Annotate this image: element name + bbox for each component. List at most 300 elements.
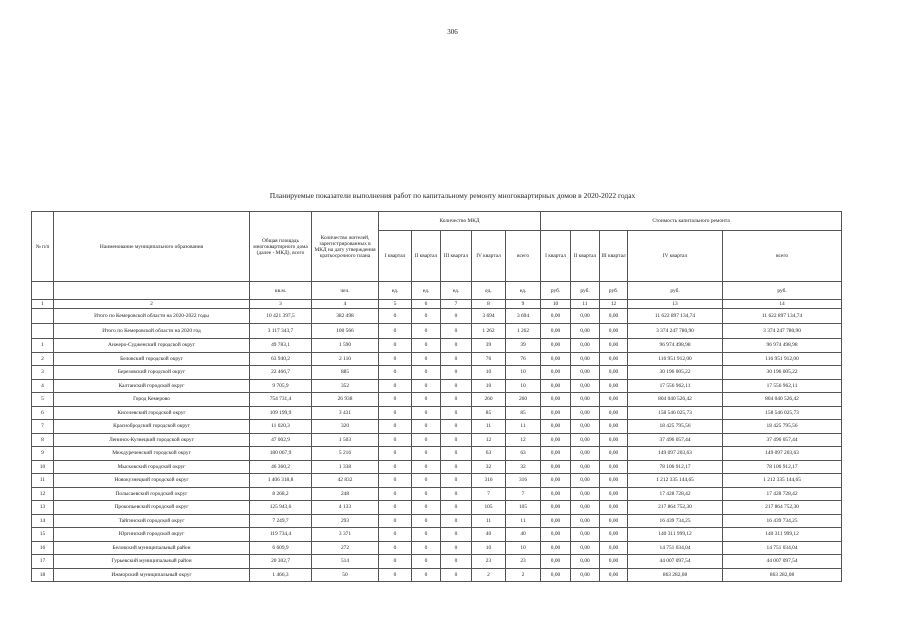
value-cell: 85 (506, 406, 541, 420)
value-cell: 7 249,7 (250, 514, 312, 528)
col-group-repair-cost: Стоимость капитального ремонта (541, 212, 842, 231)
value-cell: 0,00 (600, 555, 628, 569)
value-cell: 22 466,7 (250, 366, 312, 380)
value-cell: 5 216 (312, 447, 379, 461)
table-row (32, 541, 842, 555)
value-cell: 11 (506, 420, 541, 434)
unit-cell: ед. (441, 282, 472, 300)
value-cell: 0,00 (571, 460, 600, 474)
value-cell: 119 734,4 (250, 528, 312, 542)
value-cell: 17 428 728,42 (628, 487, 723, 501)
col-header-mkd-q4: IV квартал (472, 231, 506, 282)
value-cell: 96 974 498,98 (628, 339, 723, 353)
value-cell: 0,00 (571, 487, 600, 501)
value-cell: 0,00 (541, 541, 571, 555)
row-number: 15 (32, 528, 54, 542)
value-cell: 10 (506, 541, 541, 555)
column-number-cell: 14 (723, 300, 842, 309)
value-cell: 26 938 (312, 393, 379, 407)
value-cell: 30 196 005,22 (628, 366, 723, 380)
municipality-name: Юргинский городской округ (54, 528, 250, 542)
value-cell: 0 (379, 339, 412, 353)
value-cell: 47 002,9 (250, 433, 312, 447)
value-cell: 11 (472, 420, 506, 434)
value-cell: 10 (472, 366, 506, 380)
row-number: 8 (32, 433, 54, 447)
municipality-name: Анжеро-Судженский городской округ (54, 339, 250, 353)
table-row (32, 474, 842, 488)
unit-cell: руб. (628, 282, 723, 300)
value-cell: 217 864 752,30 (723, 501, 842, 515)
value-cell: 0 (441, 487, 472, 501)
unit-cell: кв.м. (250, 282, 312, 300)
value-cell: 100 566 (312, 324, 379, 339)
value-cell: 78 106 912,17 (723, 460, 842, 474)
value-cell: 0 (412, 352, 441, 366)
value-cell: 0,00 (571, 568, 600, 582)
value-cell: 0,00 (600, 501, 628, 515)
value-cell: 0,00 (541, 514, 571, 528)
value-cell: 39 (506, 339, 541, 353)
column-number-cell: 9 (506, 300, 541, 309)
value-cell: 6 609,9 (250, 541, 312, 555)
value-cell: 0,00 (541, 379, 571, 393)
value-cell: 7 (506, 487, 541, 501)
row-number: 2 (32, 352, 54, 366)
value-cell: 63 (506, 447, 541, 461)
col-header-num: № п/п (32, 212, 54, 282)
value-cell: 3 374 247 780,90 (723, 324, 842, 339)
value-cell: 1 338 (312, 460, 379, 474)
row-number: 14 (32, 514, 54, 528)
value-cell: 0,00 (600, 433, 628, 447)
value-cell: 3 374 247 780,90 (628, 324, 723, 339)
value-cell: 3 431 (312, 406, 379, 420)
value-cell: 49 783,1 (250, 339, 312, 353)
value-cell: 0 (412, 487, 441, 501)
municipality-name: Киселевский городской округ (54, 406, 250, 420)
value-cell: 16 439 734,25 (723, 514, 842, 528)
table-row (32, 393, 842, 407)
value-cell: 2 (506, 568, 541, 582)
value-cell: 0,00 (600, 366, 628, 380)
value-cell: 0,00 (541, 568, 571, 582)
value-cell: 12 (472, 433, 506, 447)
column-number-cell: 8 (472, 300, 506, 309)
col-header-cost-q1: I квартал (541, 231, 571, 282)
value-cell: 0,00 (571, 528, 600, 542)
unit-cell: ед. (506, 282, 541, 300)
value-cell: 10 421 397,5 (250, 309, 312, 324)
value-cell: 0,00 (571, 352, 600, 366)
value-cell: 1 262 (506, 324, 541, 339)
row-number: 6 (32, 406, 54, 420)
value-cell: 0,00 (600, 420, 628, 434)
value-cell: 0 (379, 366, 412, 380)
row-number: 5 (32, 393, 54, 407)
value-cell: 0 (412, 366, 441, 380)
value-cell: 18 425 795,56 (723, 420, 842, 434)
value-cell: 158 546 025,73 (628, 406, 723, 420)
table-row (32, 487, 842, 501)
unit-cell: руб. (600, 282, 628, 300)
value-cell: 63 (472, 447, 506, 461)
value-cell: 0 (379, 406, 412, 420)
value-cell: 0 (379, 501, 412, 515)
column-number-cell: 3 (250, 300, 312, 309)
municipality-name: Итого по Кемеровской области на 2020 год (54, 324, 250, 339)
value-cell: 0 (379, 474, 412, 488)
row-number (32, 309, 54, 324)
value-cell: 248 (312, 487, 379, 501)
value-cell: 116 951 912,00 (723, 352, 842, 366)
summary-row (32, 309, 842, 324)
value-cell: 0,00 (600, 393, 628, 407)
value-cell: 0,00 (571, 309, 600, 324)
value-cell: 0 (441, 352, 472, 366)
municipality-name: Итого по Кемеровской области на 2020-2022 годы (54, 309, 250, 324)
value-cell: 0,00 (541, 501, 571, 515)
value-cell: 4 133 (312, 501, 379, 515)
value-cell: 12 (506, 433, 541, 447)
value-cell: 0 (441, 568, 472, 582)
value-cell: 0 (441, 555, 472, 569)
unit-cell (54, 282, 250, 300)
value-cell: 10 (472, 379, 506, 393)
row-number: 9 (32, 447, 54, 461)
table-row (32, 555, 842, 569)
value-cell: 0 (379, 420, 412, 434)
municipality-name: Беловский муниципальный район (54, 541, 250, 555)
unit-cell (32, 282, 54, 300)
col-header-residents: Количество жителей, зарегистрированных в МКД на дату утверждения краткосрочного плана (312, 212, 379, 282)
value-cell: 50 (312, 568, 379, 582)
column-number-cell: 11 (571, 300, 600, 309)
value-cell: 260 (506, 393, 541, 407)
col-header-cost-q3: III квартал (600, 231, 628, 282)
value-cell: 8 268,2 (250, 487, 312, 501)
value-cell: 3 694 (506, 309, 541, 324)
row-number: 13 (32, 501, 54, 515)
col-header-cost-total: всего (723, 231, 842, 282)
value-cell: 0,00 (541, 339, 571, 353)
table-header (32, 212, 842, 300)
value-cell: 1 466,3 (250, 568, 312, 582)
value-cell: 0 (379, 568, 412, 582)
column-number-cell: 6 (412, 300, 441, 309)
units-row (32, 282, 842, 300)
col-header-name: Наименование муниципального образования (54, 212, 250, 282)
value-cell: 0,00 (600, 339, 628, 353)
value-cell: 9 705,9 (250, 379, 312, 393)
municipality-name: Краснобродский городской округ (54, 420, 250, 434)
value-cell: 0,00 (571, 366, 600, 380)
value-cell: 10 (506, 379, 541, 393)
value-cell: 0 (412, 379, 441, 393)
value-cell: 754 731,4 (250, 393, 312, 407)
value-cell: 1 590 (312, 339, 379, 353)
value-cell: 3 371 (312, 528, 379, 542)
value-cell: 44 007 097,54 (723, 555, 842, 569)
value-cell: 11 (472, 514, 506, 528)
value-cell: 0,00 (600, 447, 628, 461)
value-cell: 44 007 097,54 (628, 555, 723, 569)
value-cell: 0 (412, 555, 441, 569)
value-cell: 17 556 962,11 (723, 379, 842, 393)
table-row (32, 352, 842, 366)
value-cell: 1 212 335 144,65 (723, 474, 842, 488)
table-row (32, 420, 842, 434)
value-cell: 20 302,7 (250, 555, 312, 569)
value-cell: 863 282,08 (723, 568, 842, 582)
value-cell: 105 (506, 501, 541, 515)
value-cell: 0 (379, 460, 412, 474)
value-cell: 0,00 (541, 555, 571, 569)
value-cell: 0,00 (571, 324, 600, 339)
value-cell: 0,00 (600, 528, 628, 542)
value-cell: 0 (379, 393, 412, 407)
value-cell: 0,00 (541, 324, 571, 339)
value-cell: 1 262 (472, 324, 506, 339)
row-number: 1 (32, 339, 54, 353)
value-cell: 0 (379, 324, 412, 339)
value-cell: 23 (472, 555, 506, 569)
municipality-name: Березовский городской округ (54, 366, 250, 380)
value-cell: 804 040 526,42 (628, 393, 723, 407)
value-cell: 37 496 057,44 (723, 433, 842, 447)
value-cell: 0,00 (571, 420, 600, 434)
value-cell: 0 (412, 568, 441, 582)
value-cell: 0 (412, 339, 441, 353)
column-number-cell: 12 (600, 300, 628, 309)
value-cell: 1 503 (312, 433, 379, 447)
table-row (32, 447, 842, 461)
value-cell: 0,00 (600, 352, 628, 366)
col-header-cost-q2: II квартал (571, 231, 600, 282)
value-cell: 0 (412, 460, 441, 474)
municipality-name: Новокузнецкий городской округ (54, 474, 250, 488)
value-cell: 10 (472, 541, 506, 555)
value-cell: 16 439 734,25 (628, 514, 723, 528)
value-cell: 0,00 (541, 487, 571, 501)
municipality-name: Междуреченский городской округ (54, 447, 250, 461)
value-cell: 0 (441, 393, 472, 407)
value-cell: 40 (472, 528, 506, 542)
table-row (32, 460, 842, 474)
municipality-name: Гурьевский муниципальный район (54, 555, 250, 569)
value-cell: 0 (412, 501, 441, 515)
column-number-cell: 2 (54, 300, 250, 309)
value-cell: 260 (472, 393, 506, 407)
municipality-name: Полысаевский городской округ (54, 487, 250, 501)
value-cell: 0 (441, 366, 472, 380)
value-cell: 0 (441, 541, 472, 555)
value-cell: 0,00 (571, 514, 600, 528)
page-number: 306 (447, 28, 458, 36)
value-cell: 0 (379, 309, 412, 324)
table-row (32, 366, 842, 380)
value-cell: 0 (379, 487, 412, 501)
value-cell: 804 040 526,42 (723, 393, 842, 407)
table-row (32, 379, 842, 393)
value-cell: 0,00 (600, 541, 628, 555)
value-cell: 0 (441, 406, 472, 420)
table-body (32, 300, 842, 582)
municipality-name: Ижморский муниципальный округ (54, 568, 250, 582)
value-cell: 0 (379, 433, 412, 447)
value-cell: 0,00 (571, 541, 600, 555)
value-cell: 0 (412, 433, 441, 447)
value-cell: 0 (441, 460, 472, 474)
value-cell: 3 694 (472, 309, 506, 324)
column-number-cell: 13 (628, 300, 723, 309)
table-row (32, 514, 842, 528)
value-cell: 105 (472, 501, 506, 515)
value-cell: 0,00 (541, 447, 571, 461)
column-number-cell: 4 (312, 300, 379, 309)
row-number: 17 (32, 555, 54, 569)
value-cell: 149 097 203,63 (628, 447, 723, 461)
col-group-mkd-count: Количество МКД (379, 212, 541, 231)
value-cell: 0,00 (600, 514, 628, 528)
value-cell: 0,00 (571, 501, 600, 515)
table-row (32, 406, 842, 420)
unit-cell: руб. (571, 282, 600, 300)
value-cell: 39 (472, 339, 506, 353)
value-cell: 0 (412, 393, 441, 407)
row-number: 16 (32, 541, 54, 555)
column-number-cell: 5 (379, 300, 412, 309)
value-cell: 125 943,6 (250, 501, 312, 515)
value-cell: 37 496 057,44 (628, 433, 723, 447)
value-cell: 42 832 (312, 474, 379, 488)
row-number: 7 (32, 420, 54, 434)
value-cell: 0 (379, 447, 412, 461)
value-cell: 0 (412, 406, 441, 420)
municipality-name: Беловский городской округ (54, 352, 250, 366)
value-cell: 0,00 (541, 474, 571, 488)
row-number: 18 (32, 568, 54, 582)
table-row (32, 568, 842, 582)
value-cell: 32 (472, 460, 506, 474)
unit-cell: ед. (472, 282, 506, 300)
municipality-name: Город Кемерово (54, 393, 250, 407)
value-cell: 116 951 912,00 (628, 352, 723, 366)
value-cell: 863 282,08 (628, 568, 723, 582)
value-cell: 0 (441, 474, 472, 488)
municipality-name: Прокопьевский городской округ (54, 501, 250, 515)
value-cell: 180 067,9 (250, 447, 312, 461)
value-cell: 316 (506, 474, 541, 488)
value-cell: 316 (472, 474, 506, 488)
value-cell: 0,00 (541, 309, 571, 324)
column-number-cell: 1 (32, 300, 54, 309)
value-cell: 0,00 (571, 406, 600, 420)
value-cell: 40 (506, 528, 541, 542)
value-cell: 10 (506, 366, 541, 380)
row-number: 3 (32, 366, 54, 380)
value-cell: 514 (312, 555, 379, 569)
value-cell: 0 (441, 433, 472, 447)
value-cell: 0,00 (600, 309, 628, 324)
column-number-row (32, 300, 842, 309)
unit-cell: ед. (412, 282, 441, 300)
table-row (32, 433, 842, 447)
value-cell: 0 (412, 514, 441, 528)
value-cell: 0 (412, 447, 441, 461)
column-number-cell: 7 (441, 300, 472, 309)
value-cell: 2 (472, 568, 506, 582)
col-header-mkd-total: всего (506, 231, 541, 282)
value-cell: 0,00 (600, 487, 628, 501)
value-cell: 0 (441, 309, 472, 324)
column-number-cell: 10 (541, 300, 571, 309)
value-cell: 63 940,2 (250, 352, 312, 366)
row-number: 10 (32, 460, 54, 474)
row-number: 4 (32, 379, 54, 393)
value-cell: 885 (312, 366, 379, 380)
document-title: Планируемые показатели выполнения работ по капитальному ремонту многоквартирных домов в 2020-2022 годах (269, 191, 636, 200)
value-cell: 0,00 (571, 433, 600, 447)
value-cell: 11 622 897 134,74 (628, 309, 723, 324)
value-cell: 0,00 (571, 379, 600, 393)
value-cell: 1 212 335 144,65 (628, 474, 723, 488)
value-cell: 46 360,2 (250, 460, 312, 474)
value-cell: 17 428 728,42 (723, 487, 842, 501)
value-cell: 0 (412, 541, 441, 555)
table-row (32, 501, 842, 515)
value-cell: 0 (441, 324, 472, 339)
col-header-mkd-q3: III квартал (441, 231, 472, 282)
value-cell: 158 546 025,73 (723, 406, 842, 420)
value-cell: 0,00 (600, 474, 628, 488)
value-cell: 149 097 203,63 (723, 447, 842, 461)
value-cell: 140 311 999,12 (628, 528, 723, 542)
value-cell: 0 (441, 514, 472, 528)
value-cell: 14 751 034,04 (723, 541, 842, 555)
value-cell: 0,00 (541, 433, 571, 447)
value-cell: 78 106 912,17 (628, 460, 723, 474)
col-header-cost-q4: IV квартал (628, 231, 723, 282)
value-cell: 0,00 (541, 406, 571, 420)
value-cell: 140 311 999,12 (723, 528, 842, 542)
repair-plan-table (31, 211, 842, 582)
value-cell: 0 (379, 379, 412, 393)
value-cell: 0 (441, 528, 472, 542)
value-cell: 0 (441, 447, 472, 461)
unit-cell: ед. (379, 282, 412, 300)
value-cell: 352 (312, 379, 379, 393)
value-cell: 0,00 (571, 474, 600, 488)
value-cell: 3 117 343,7 (250, 324, 312, 339)
value-cell: 0 (441, 339, 472, 353)
value-cell: 272 (312, 541, 379, 555)
unit-cell: чел. (312, 282, 379, 300)
value-cell: 32 (506, 460, 541, 474)
value-cell: 11 622 897 134,74 (723, 309, 842, 324)
value-cell: 17 556 962,11 (628, 379, 723, 393)
value-cell: 0 (379, 528, 412, 542)
value-cell: 30 196 005,22 (723, 366, 842, 380)
value-cell: 0,00 (571, 447, 600, 461)
table-row (32, 528, 842, 542)
value-cell: 0,00 (600, 324, 628, 339)
municipality-name: Ленинск-Кузнецкий городской округ (54, 433, 250, 447)
col-header-mkd-q2: II квартал (412, 231, 441, 282)
value-cell: 0 (412, 420, 441, 434)
value-cell: 0 (412, 324, 441, 339)
municipality-name: Тайгинский городской округ (54, 514, 250, 528)
